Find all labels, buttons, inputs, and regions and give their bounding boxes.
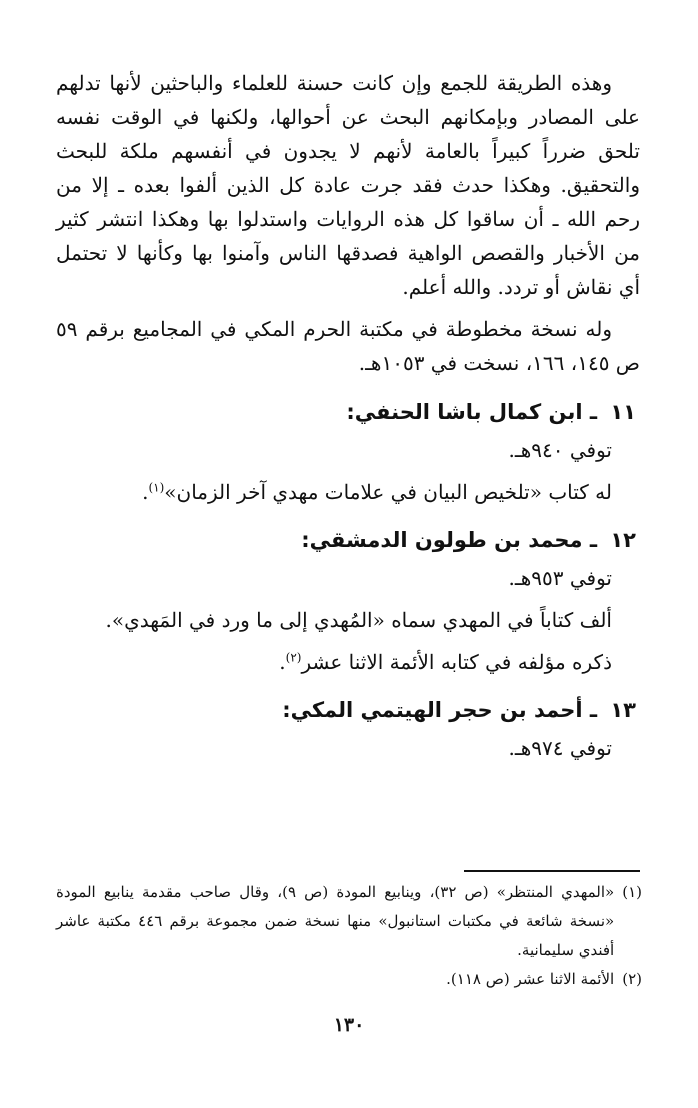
footnote xyxy=(56,878,642,965)
entry-number: ١١ xyxy=(610,400,636,424)
entry-number: ١٣ xyxy=(610,698,636,722)
biography-entry xyxy=(56,694,640,764)
entry-text-end: . xyxy=(142,480,149,504)
footnote-text: الأئمة الاثنا عشر (ص ١١٨). xyxy=(446,970,615,988)
entry-name: ابن كمال باشا الحنفي: xyxy=(346,400,583,424)
biography-entry xyxy=(56,396,640,508)
footnote-text: «المهدي المنتظر» (ص ٣٢)، وينابيع المودة (ص ٩)، وقال صاحب مقدمة ينابيع المودة «نسخة شائعة في مكتبات استانبول» منها نسخة ضمن مجموعة برقم ٤٤٦ مكتبة عاشر أفندي سليمانية. xyxy=(56,883,615,959)
footnote-divider xyxy=(464,870,640,872)
entry-heading xyxy=(56,396,640,428)
entry-text xyxy=(56,476,640,508)
paragraph: وهذه الطريقة للجمع وإن كانت حسنة للعلماء والباحثين لأنها تدلهم على المصادر وبإمكانهم البحث عن أحوالها، ولكنها في الوقت نفسه تلحق ضرراً كبيراً بالعامة لأنهم لا يجدون في أنفسهم ملكة للبحث والتحقيق. وهكذا حدث فقد جرت عادة كل الذين ألفوا بعده ـ إلا من رحم الله ـ أن ساقوا كل هذه الروايات واستدلوا بها وهكذا انتشر كثير من الأخبار والقصص الواهية فصدقها الناس وآمنوا بها وكأنها لا تحتمل أي نقاش أو تردد. والله أعلم. xyxy=(56,71,640,299)
entry-text-body: ألف كتاباً في المهدي سماه «المُهدي إلى ما ورد في المَهدي». xyxy=(105,608,612,632)
main-text xyxy=(56,66,640,774)
biography-entry xyxy=(56,524,640,678)
paragraph: وله نسخة مخطوطة في مكتبة الحرم المكي في المجاميع برقم ٥٩ ص ١٤٥، ١٦٦، نسخت في ١٠٥٣هـ. xyxy=(56,317,640,375)
footnotes xyxy=(56,878,642,994)
entry-separator: ـ xyxy=(589,528,598,552)
footnote-number: (٢) xyxy=(622,970,642,988)
entry-name: محمد بن طولون الدمشقي: xyxy=(301,528,583,552)
footnote-reference[interactable]: (١) xyxy=(148,480,165,495)
entry-text-end: . xyxy=(279,650,286,674)
death-date: توفي ٩٧٤هـ. xyxy=(508,736,612,760)
death-date: توفي ٩٤٠هـ. xyxy=(508,438,612,462)
footnote-reference[interactable]: (٢) xyxy=(285,650,302,665)
entry-separator: ـ xyxy=(589,400,598,424)
entry-text-body: له كتاب «تلخيص البيان في علامات مهدي آخر الزمان» xyxy=(164,480,612,504)
entry-text xyxy=(56,604,640,636)
entry-name: أحمد بن حجر الهيتمي المكي: xyxy=(282,698,583,722)
entry-separator: ـ xyxy=(589,698,598,722)
entry-text-body: ذكره مؤلفه في كتابه الأئمة الاثنا عشر xyxy=(301,650,612,674)
entry-heading xyxy=(56,694,640,726)
page-number: ١٣٠ xyxy=(333,1014,365,1036)
footnote xyxy=(56,965,642,994)
entry-number: ١٢ xyxy=(610,528,636,552)
death-date: توفي ٩٥٣هـ. xyxy=(508,566,612,590)
entry-text xyxy=(56,646,640,678)
entry-heading xyxy=(56,524,640,556)
footnote-number: (١) xyxy=(622,883,642,901)
